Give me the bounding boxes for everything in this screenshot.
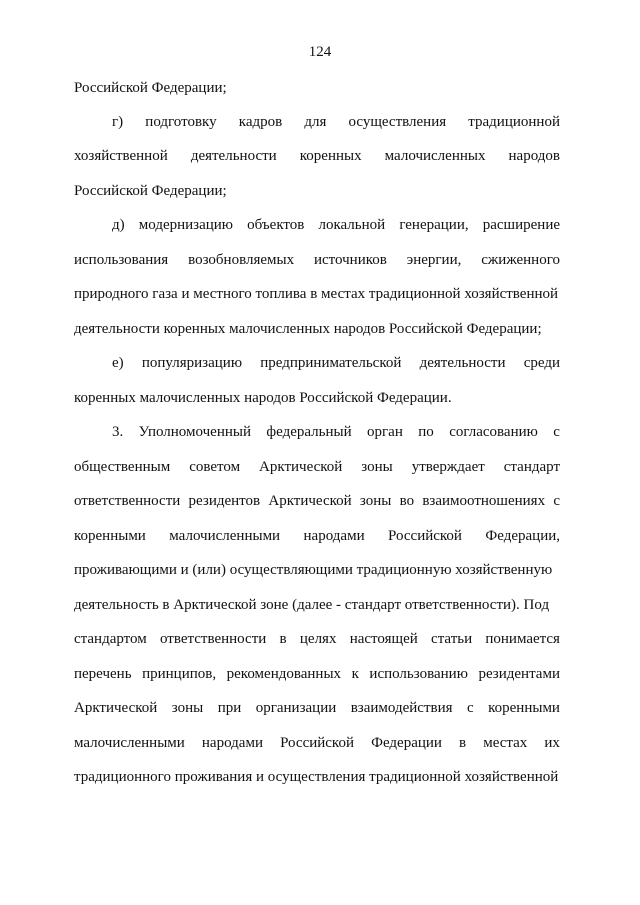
text-word: Российской <box>388 528 462 544</box>
text-word: среди <box>523 355 560 371</box>
text-word: е) <box>112 355 124 371</box>
text-word: стандартом <box>74 631 147 647</box>
text-word: Федерации, <box>485 528 560 544</box>
text-word: 3. <box>112 424 124 440</box>
text-word: утверждает <box>411 459 485 475</box>
text-word: согласованию <box>449 424 538 440</box>
text-line <box>74 319 560 339</box>
text-word: малочисленных <box>384 148 486 164</box>
text-line <box>74 457 560 477</box>
text-word: к <box>351 666 359 682</box>
text-line <box>74 560 560 580</box>
text-word: общественным <box>74 459 171 475</box>
text-word: деятельности коренных малочисленных народов Российской Федерации; <box>74 321 542 337</box>
text-word: г) <box>112 114 124 130</box>
text-word: Федерации <box>371 735 442 751</box>
text-word: статьи <box>431 631 473 647</box>
text-word: в <box>459 735 467 751</box>
text-word: традиционной <box>468 114 560 130</box>
text-line <box>74 78 560 98</box>
text-line <box>112 215 560 235</box>
text-word: резидентов <box>188 493 261 509</box>
text-word: во <box>399 493 415 509</box>
text-word: организации <box>255 700 337 716</box>
text-word: зоны <box>171 700 204 716</box>
text-word: Уполномоченный <box>138 424 251 440</box>
text-word: рекомендованных <box>226 666 342 682</box>
text-line <box>74 595 560 615</box>
text-word: ответственности <box>160 631 267 647</box>
text-line <box>74 388 560 408</box>
text-word: традиционного проживания и осуществления традиционной хозяйственной <box>74 769 559 785</box>
text-word: сжиженного <box>481 252 560 268</box>
text-word: использованию <box>369 666 468 682</box>
text-word: с <box>553 493 560 509</box>
text-word: подготовку <box>145 114 217 130</box>
text-word: Российской Федерации; <box>74 80 227 96</box>
text-word: понимается <box>485 631 560 647</box>
text-word: резидентами <box>478 666 560 682</box>
text-word: взаимодействия <box>350 700 453 716</box>
text-word: Арктической <box>259 459 343 475</box>
text-word: малочисленными <box>169 528 281 544</box>
text-word: народами <box>201 735 263 751</box>
text-word: деятельность в Арктической зоне (далее - стандарт ответственности). Под <box>74 597 550 613</box>
text-word: стандарт <box>503 459 560 475</box>
text-word: коренных малочисленных народов Российской Федерации. <box>74 390 452 406</box>
text-word: источников <box>313 252 387 268</box>
text-line <box>74 733 560 753</box>
text-word: народов <box>508 148 560 164</box>
text-word: коренных <box>299 148 362 164</box>
text-word: с <box>553 424 560 440</box>
text-word: объектов <box>247 217 305 233</box>
text-line <box>112 353 560 373</box>
text-word: природного газа и местного топлива в местах традиционной хозяйственной <box>74 286 559 302</box>
text-line <box>74 284 560 304</box>
text-word: Арктической <box>74 700 158 716</box>
text-word: использования <box>74 252 169 268</box>
text-word: генерации, <box>399 217 469 233</box>
text-word: проживающими и (или) осуществляющими традиционную хозяйственную <box>74 562 553 578</box>
text-word: осуществления <box>348 114 447 130</box>
text-word: местах <box>483 735 528 751</box>
text-word: их <box>544 735 560 751</box>
text-word: популяризацию <box>141 355 243 371</box>
text-line <box>74 664 560 684</box>
text-word: хозяйственной <box>74 148 168 164</box>
text-line <box>74 767 560 787</box>
text-word: модернизацию <box>138 217 234 233</box>
text-word: советом <box>189 459 241 475</box>
text-word: коренными <box>488 700 560 716</box>
page-number: 124 <box>308 44 332 60</box>
text-word: с <box>466 700 474 716</box>
text-word: локальной <box>318 217 386 233</box>
text-line <box>74 181 560 201</box>
text-line <box>112 422 560 442</box>
text-word: федеральный <box>266 424 352 440</box>
text-word: целях <box>299 631 337 647</box>
text-line <box>74 698 560 718</box>
text-word: возобновляемых <box>188 252 295 268</box>
text-word: перечень <box>74 666 132 682</box>
text-word: энергии, <box>406 252 462 268</box>
text-word: Российской Федерации; <box>74 183 227 199</box>
text-line <box>74 146 560 166</box>
text-word: по <box>418 424 434 440</box>
text-line <box>74 491 560 511</box>
text-word: деятельности <box>419 355 506 371</box>
text-word: расширение <box>482 217 560 233</box>
text-line <box>74 526 560 546</box>
text-word: орган <box>367 424 403 440</box>
text-word: настоящей <box>349 631 418 647</box>
text-line <box>112 112 560 132</box>
text-word: Арктической <box>268 493 352 509</box>
text-word: д) <box>112 217 125 233</box>
text-word: при <box>217 700 242 716</box>
text-word: ответственности <box>74 493 181 509</box>
text-line <box>74 629 560 649</box>
text-word: для <box>304 114 327 130</box>
text-word: предпринимательской <box>260 355 402 371</box>
text-word: кадров <box>238 114 283 130</box>
text-word: коренными <box>74 528 146 544</box>
text-word: Российской <box>280 735 354 751</box>
text-word: принципов, <box>142 666 217 682</box>
text-word: в <box>279 631 287 647</box>
text-line <box>74 250 560 270</box>
text-word: зоны <box>361 459 393 475</box>
text-word: народами <box>303 528 365 544</box>
text-word: зоны <box>359 493 392 509</box>
text-word: малочисленными <box>74 735 185 751</box>
text-word: деятельности <box>190 148 277 164</box>
text-word: взаимоотношениях <box>422 493 546 509</box>
